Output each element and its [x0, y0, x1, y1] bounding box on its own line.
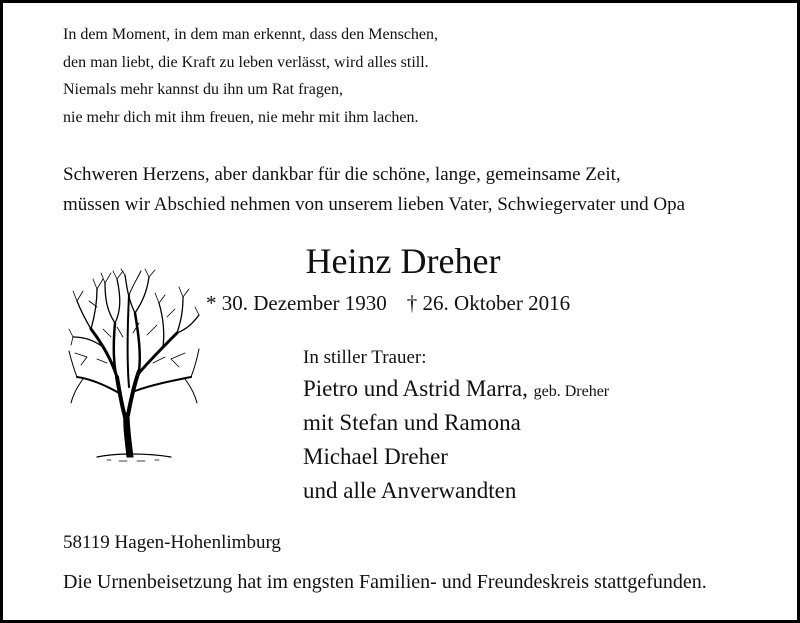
poem-line: Niemals mehr kannst du ihn um Rat fragen, [63, 81, 343, 98]
burial-notice: Die Urnenbeisetzung hat im engsten Familien- und Freundeskreis stattgefunden. [63, 571, 707, 593]
deceased-name: Heinz Dreher [305, 241, 501, 281]
mourner-line: Michael Dreher [303, 444, 448, 469]
intro-text [63, 160, 685, 220]
mourner-name: Pietro und Astrid Marra, [303, 376, 528, 401]
poem-line: In dem Moment, in dem man erkennt, dass den Menschen, [63, 26, 439, 43]
poem-line: nie mehr dich mit ihm freuen, nie mehr mit ihm lachen. [63, 108, 419, 126]
intro-line: Schweren Herzens, aber dankbar für die schöne, lange, gemeinsame Zeit, [63, 164, 621, 185]
life-dates [206, 289, 570, 317]
mourners-list [303, 372, 609, 508]
mourner-line: und alle Anverwandten [303, 478, 517, 503]
death-date: † 26. Oktober 2016 [406, 291, 571, 315]
tree-icon [67, 267, 201, 467]
maiden-name: geb. Dreher [533, 383, 610, 400]
location: 58119 Hagen-Hohenlimburg [63, 532, 281, 553]
mourner-line: mit Stefan und Ramona [303, 410, 521, 435]
poem-line: den man liebt, die Kraft zu leben verlässt, wird alles still. [63, 53, 429, 71]
birth-date: * 30. Dezember 1930 [206, 291, 387, 315]
mourning-heading: In stiller Trauer: [303, 347, 427, 368]
poem [63, 21, 438, 131]
mourner-line [303, 372, 609, 406]
intro-line: müssen wir Abschied nehmen von unserem lieben Vater, Schwiegervater und Opa [63, 194, 686, 215]
